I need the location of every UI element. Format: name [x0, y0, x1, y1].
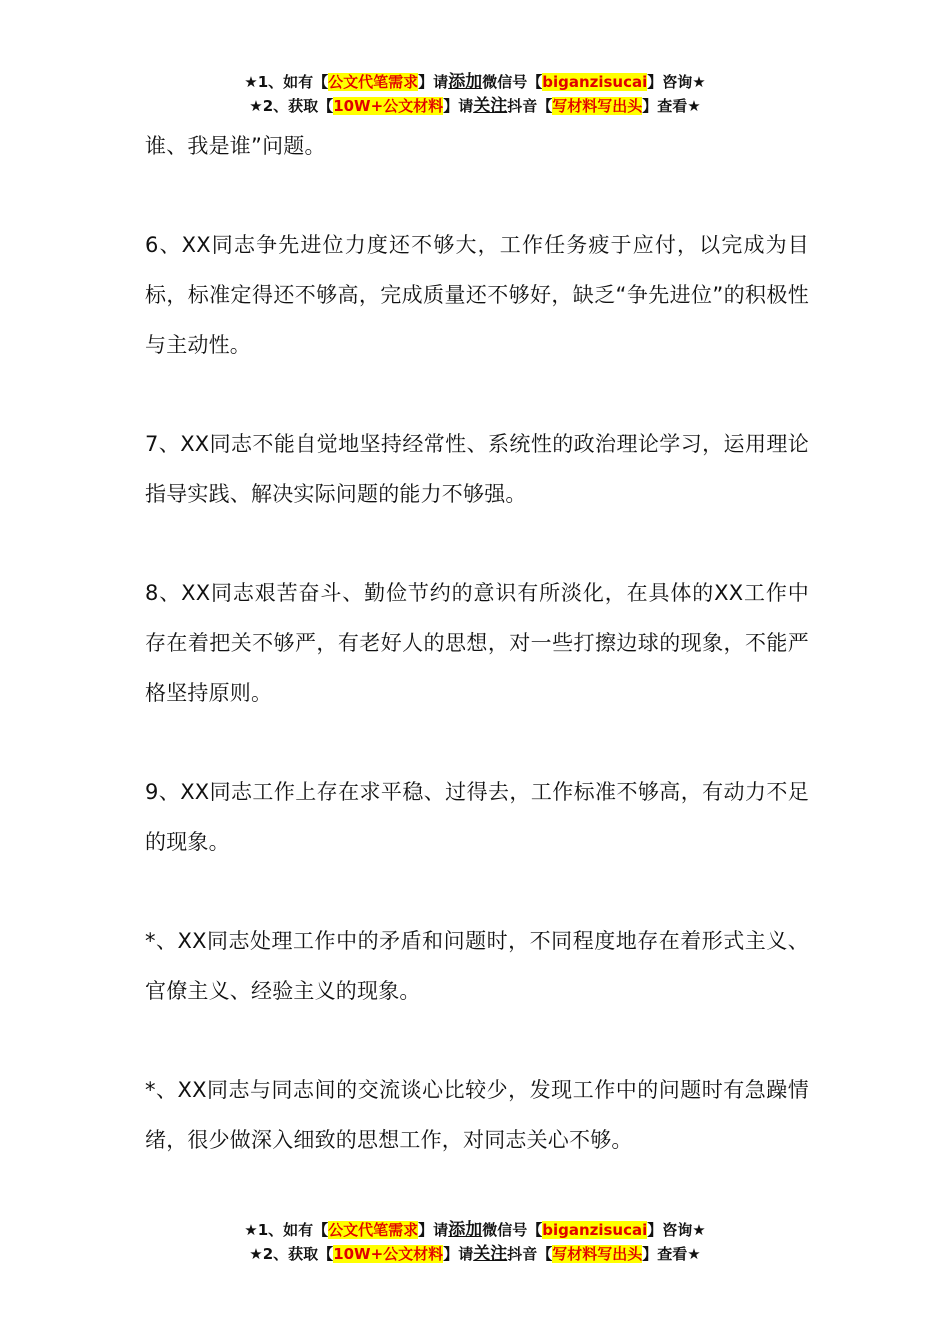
- highlight-wechat-id: biganzisucai: [542, 1221, 648, 1239]
- underlined-follow: 关注: [473, 96, 508, 116]
- footer-banner: [0, 1218, 950, 1266]
- document-body: [145, 121, 809, 1214]
- underlined-add: 添加: [448, 72, 483, 92]
- highlight-douyin-account: 写材料写出头: [552, 1245, 643, 1263]
- banner-line-2: ★2、获取【10W+公文材料】请关注抖音【写材料写出头】查看★: [249, 96, 701, 116]
- highlight-wechat-id: biganzisucai: [542, 73, 648, 91]
- paragraph-item-9: 9、XX同志工作上存在求平稳、过得去，工作标准不够高，有动力不足的现象。: [145, 780, 809, 854]
- banner-line-1: ★1、如有【公文代笔需求】请添加微信号【biganzisucai】咨询★: [244, 1220, 706, 1240]
- underlined-follow: 关注: [473, 1244, 508, 1264]
- highlight-douyin-account: 写材料写出头: [552, 97, 643, 115]
- header-banner: [0, 70, 950, 118]
- highlight-materials: 10W+公文材料: [333, 97, 444, 115]
- highlight-service: 公文代笔需求: [328, 73, 419, 91]
- paragraph-item-7: 7、XX同志不能自觉地坚持经常性、系统性的政治理论学习，运用理论指导实践、解决实际问题的能力不够强。: [145, 432, 809, 506]
- banner-line-1: ★1、如有【公文代笔需求】请添加微信号【biganzisucai】咨询★: [244, 72, 706, 92]
- highlight-service: 公文代笔需求: [328, 1221, 419, 1239]
- paragraph-item-6: 6、XX同志争先进位力度还不够大，工作任务疲于应付，以完成为目标，标准定得还不够高，完成质量还不够好，缺乏“争先进位”的积极性与主动性。: [145, 233, 809, 357]
- highlight-materials: 10W+公文材料: [333, 1245, 444, 1263]
- paragraph-continuation: 谁、我是谁”问题。: [145, 134, 326, 158]
- paragraph-item-11: *、XX同志与同志间的交流谈心比较少，发现工作中的问题时有急躁情绪，很少做深入细致的思想工作，对同志关心不够。: [145, 1078, 809, 1152]
- underlined-add: 添加: [448, 1220, 483, 1240]
- paragraph-item-8: 8、XX同志艰苦奋斗、勤俭节约的意识有所淡化，在具体的XX工作中存在着把关不够严，有老好人的思想，对一些打擦边球的现象，不能严格坚持原则。: [145, 581, 809, 705]
- paragraph-item-10: *、XX同志处理工作中的矛盾和问题时，不同程度地存在着形式主义、官僚主义、经验主义的现象。: [145, 929, 809, 1003]
- banner-line-2: ★2、获取【10W+公文材料】请关注抖音【写材料写出头】查看★: [249, 1244, 701, 1264]
